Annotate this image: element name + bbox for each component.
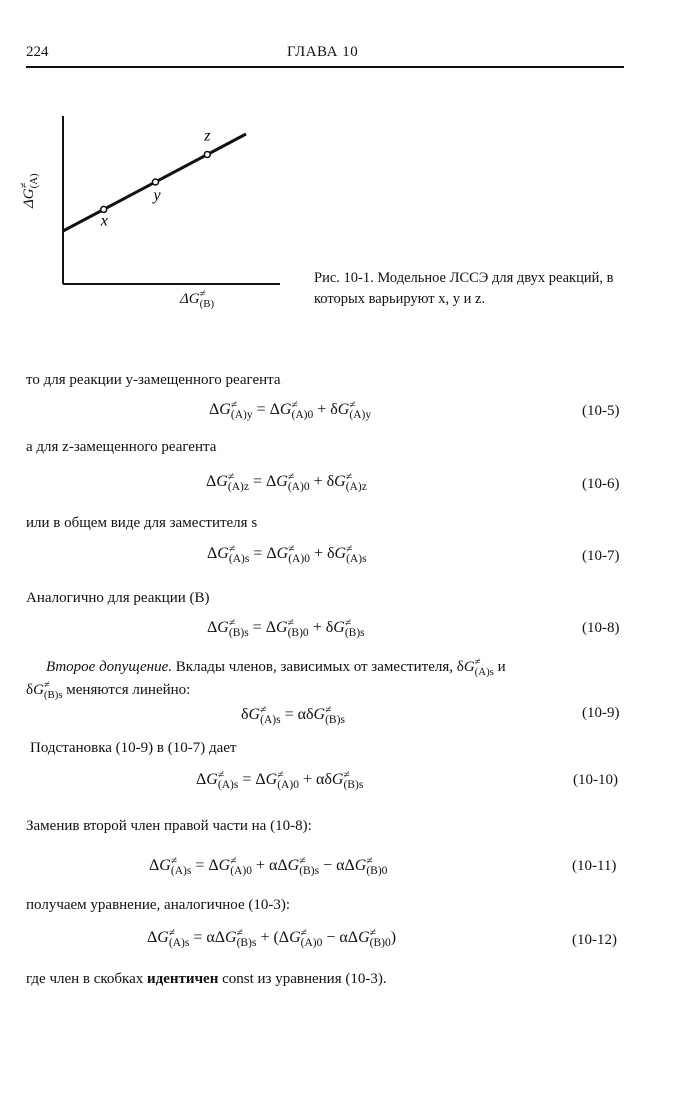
equation-number: (10-12) xyxy=(572,932,617,948)
second-assumption: Второе допущение. xyxy=(46,659,173,675)
paragraph-9-end: const из уравнения (10-3). xyxy=(222,971,387,987)
point-z xyxy=(204,152,210,158)
point-label-z: z xyxy=(204,127,211,145)
equation-10-11: ΔG ≠ (A)s = ΔG ≠ (A)0 + αΔG ≠ (B)s − αΔG ≠ (B)0 xyxy=(149,855,388,878)
paragraph-7: Заменив второй член правой части на (10-8): xyxy=(26,818,312,834)
equation-10-5: ΔG ≠ (A)y = ΔG ≠ (A)0 + δG ≠ (A)y xyxy=(209,399,372,422)
equation-number: (10-5) xyxy=(582,403,620,419)
figure-plot xyxy=(30,112,290,322)
x-axis-label: ΔG ≠ (B) xyxy=(180,288,215,310)
equation-number: (10-9) xyxy=(582,705,620,721)
paragraph-1: то для реакции y-замещенного реагента xyxy=(26,372,281,388)
y-axis-label: ΔG ≠ (A) xyxy=(18,173,40,208)
paragraph-5-tail: меняются линейно: xyxy=(66,682,191,698)
equation-number: (10-11) xyxy=(572,858,617,874)
point-label-x: x xyxy=(100,212,108,230)
equation-10-7: ΔG ≠ (A)s = ΔG ≠ (A)0 + δG ≠ (A)s xyxy=(207,543,367,566)
paragraph-5-line-2: δG ≠ (B)s меняются линейно: xyxy=(26,679,191,701)
paragraph-6: Подстановка (10-9) в (10-7) дает xyxy=(30,740,237,756)
paragraph-2: а для z-замещенного реагента xyxy=(26,439,217,455)
equation-10-8: ΔG ≠ (B)s = ΔG ≠ (B)0 + δG ≠ (B)s xyxy=(207,617,365,640)
paragraph-5-text: Вклады членов, зависимых от заместителя, xyxy=(172,659,453,675)
equation-10-9: δG ≠ (A)s = αδG ≠ (B)s xyxy=(241,704,345,727)
conjunction: и xyxy=(497,659,506,675)
equation-10-10: ΔG ≠ (A)s = ΔG ≠ (A)0 + αδG ≠ (B)s xyxy=(196,769,364,792)
paragraph-4: Аналогично для реакции (B) xyxy=(26,590,210,606)
figure-caption: Рис. 10-1. Модельное ЛССЭ для двух реакций, в которых варьируют x, y и z. xyxy=(314,270,614,307)
chapter-title: ГЛАВА 10 xyxy=(287,44,359,60)
equation-number: (10-10) xyxy=(573,772,618,788)
paragraph-8: получаем уравнение, аналогичное (10-3): xyxy=(26,897,291,913)
equation-10-12: ΔG ≠ (A)s = αΔG ≠ (B)s + (ΔG ≠ (A)0 − αΔG ≠ (B)0 ) xyxy=(147,927,397,950)
equation-10-6: ΔG ≠ (A)z = ΔG ≠ (A)0 + δG ≠ (A)z xyxy=(206,471,367,494)
point-y xyxy=(153,179,159,185)
emphasis-identical: идентичен xyxy=(147,971,219,987)
header-rule xyxy=(26,66,624,68)
equation-number: (10-7) xyxy=(582,548,620,564)
paragraph-3: или в общем виде для заместителя s xyxy=(26,515,258,531)
page-number: 224 xyxy=(26,44,49,60)
equation-number: (10-8) xyxy=(582,620,620,636)
paragraph-9-start: где член в скобках xyxy=(26,971,144,987)
paragraph-9 xyxy=(26,969,387,989)
point-label-y: y xyxy=(153,186,161,204)
paragraph-5-line-1: Второе допущение. Вклады членов, зависимых от заместителя, δG ≠ (A)s и xyxy=(46,656,506,678)
equation-number: (10-6) xyxy=(582,476,620,492)
